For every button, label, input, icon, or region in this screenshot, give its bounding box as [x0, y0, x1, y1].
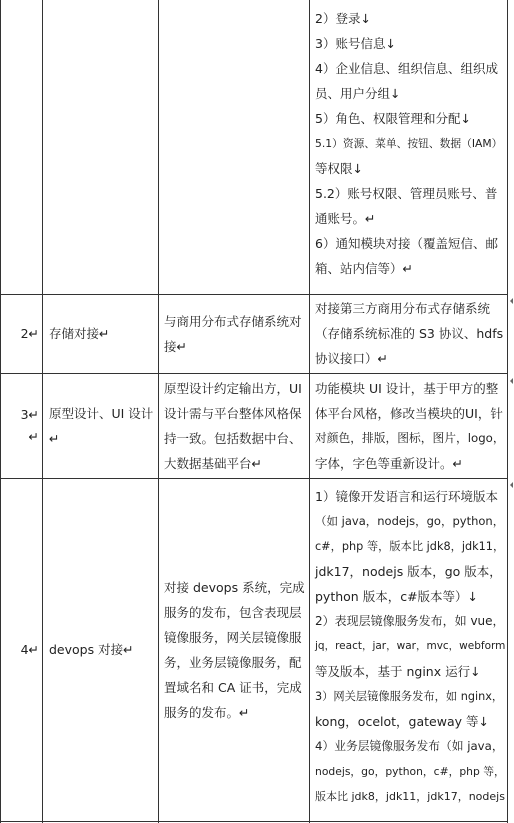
detail-line: kong，ocelot，gateway 等↓ — [315, 714, 489, 729]
detail-cell — [309, 296, 507, 371]
description-line: 务，业务层镜像服务，配 — [164, 654, 302, 670]
detail-line: 4）企业信息、组织信息、组织成 — [315, 61, 498, 76]
table-row — [0, 478, 514, 821]
description-line: 服务的发布。↵ — [164, 704, 250, 720]
table-row — [0, 0, 514, 294]
detail-line: jdk17，nodejs 版本，go 版本， — [315, 564, 502, 579]
detail-line: python 版本，c#版本等）↓ — [315, 589, 479, 604]
description-cell — [158, 376, 309, 476]
detail-line: 等权限↓ — [315, 161, 363, 176]
detail-line: 协议接口）↵ — [315, 351, 388, 366]
detail-line: 5.1）资源、菜单、按钮、数据（IAM） — [315, 137, 503, 150]
detail-line: 4）业务层镜像服务发布（如 java， — [315, 739, 504, 753]
detail-line: 体平台风格，修改当模块的UI，针 — [315, 406, 503, 421]
detail-line: （存储系统标准的 S3 协议、hdfs — [315, 326, 504, 341]
detail-cell — [309, 484, 507, 809]
description-line: 与商用分布式存储系统对 — [164, 313, 302, 329]
detail-line: 6）通知模块对接（覆盖短信、邮 — [315, 236, 498, 251]
description-line: 大数据基础平台↵ — [164, 456, 262, 471]
detail-line: 通账号。↵ — [315, 211, 376, 226]
item-name: 存储对接↵ — [49, 326, 110, 341]
detail-line: 5.2）账号权限、管理员账号、普 — [315, 186, 498, 201]
detail-line: 1）镜像开发语言和运行环境版本 — [315, 489, 498, 504]
detail-line: nodejs，go，python，c#，php 等， — [315, 765, 505, 778]
row-number: 3↵ — [20, 406, 39, 422]
description-line: 对接 devops 系统，完成 — [164, 579, 305, 595]
detail-line: 对接第三方商用分布式存储系统 — [315, 301, 491, 316]
description-line: 镜像服务，网关层镜像服 — [164, 629, 302, 645]
detail-line: c#，php 等，版本比 jdk8，jdk11， — [315, 540, 505, 553]
description-line: 接↵ — [164, 338, 187, 354]
description-line: 设计需与平台整体风格保 — [164, 406, 302, 421]
description-line: 置域名和 CA 证书，完成 — [164, 679, 302, 695]
table-row — [0, 373, 514, 478]
detail-line: 版本比 jdk8，jdk11，jdk17，nodejs — [315, 790, 505, 803]
row-number: 4↵ — [20, 642, 39, 657]
detail-line: （如 java，nodejs，go，python， — [315, 514, 505, 528]
item-name: 原型设计、UI 设计↵ — [49, 405, 154, 446]
item-name: devops 对接↵ — [49, 642, 134, 657]
detail-line: 对颜色，排版，图标，图片，logo， — [315, 431, 505, 445]
detail-line: 5）角色、权限管理和分配↓ — [315, 111, 471, 126]
description-cell — [158, 478, 309, 821]
detail-line: 员、用户分组↓ — [315, 86, 401, 101]
table-row — [0, 294, 514, 373]
detail-cell — [309, 6, 507, 281]
detail-line: jq，react，jar，war，mvc，webform — [315, 640, 506, 652]
detail-line: 2）表现层镜像服务发布，如 vue， — [315, 614, 505, 628]
detail-line: 3）网关层镜像服务发布，如 nginx， — [315, 690, 504, 703]
table-border-bottom — [0, 821, 508, 822]
detail-line: 功能模块 UI 设计，基于甲方的整 — [315, 381, 499, 396]
row-number: 2↵ — [20, 326, 39, 341]
detail-line: 等及版本，基于 nginx 运行↓ — [315, 664, 481, 679]
detail-line: 字体，字色等重新设计。↵ — [315, 456, 463, 471]
paragraph-mark: ↵ — [28, 428, 39, 444]
description-line: 服务的发布，包含表现层 — [164, 604, 302, 620]
description-cell — [158, 294, 309, 373]
detail-cell — [309, 376, 507, 476]
row-number-cell — [0, 373, 42, 478]
detail-line: 3）账号信息↓ — [315, 36, 396, 51]
detail-line: 2）登录↓ — [315, 11, 371, 26]
description-line: 原型设计约定输出方，UI — [164, 381, 302, 396]
description-line: 持一致。包括数据中台、 — [164, 431, 302, 446]
detail-line: 箱、站内信等）↵ — [315, 261, 413, 276]
